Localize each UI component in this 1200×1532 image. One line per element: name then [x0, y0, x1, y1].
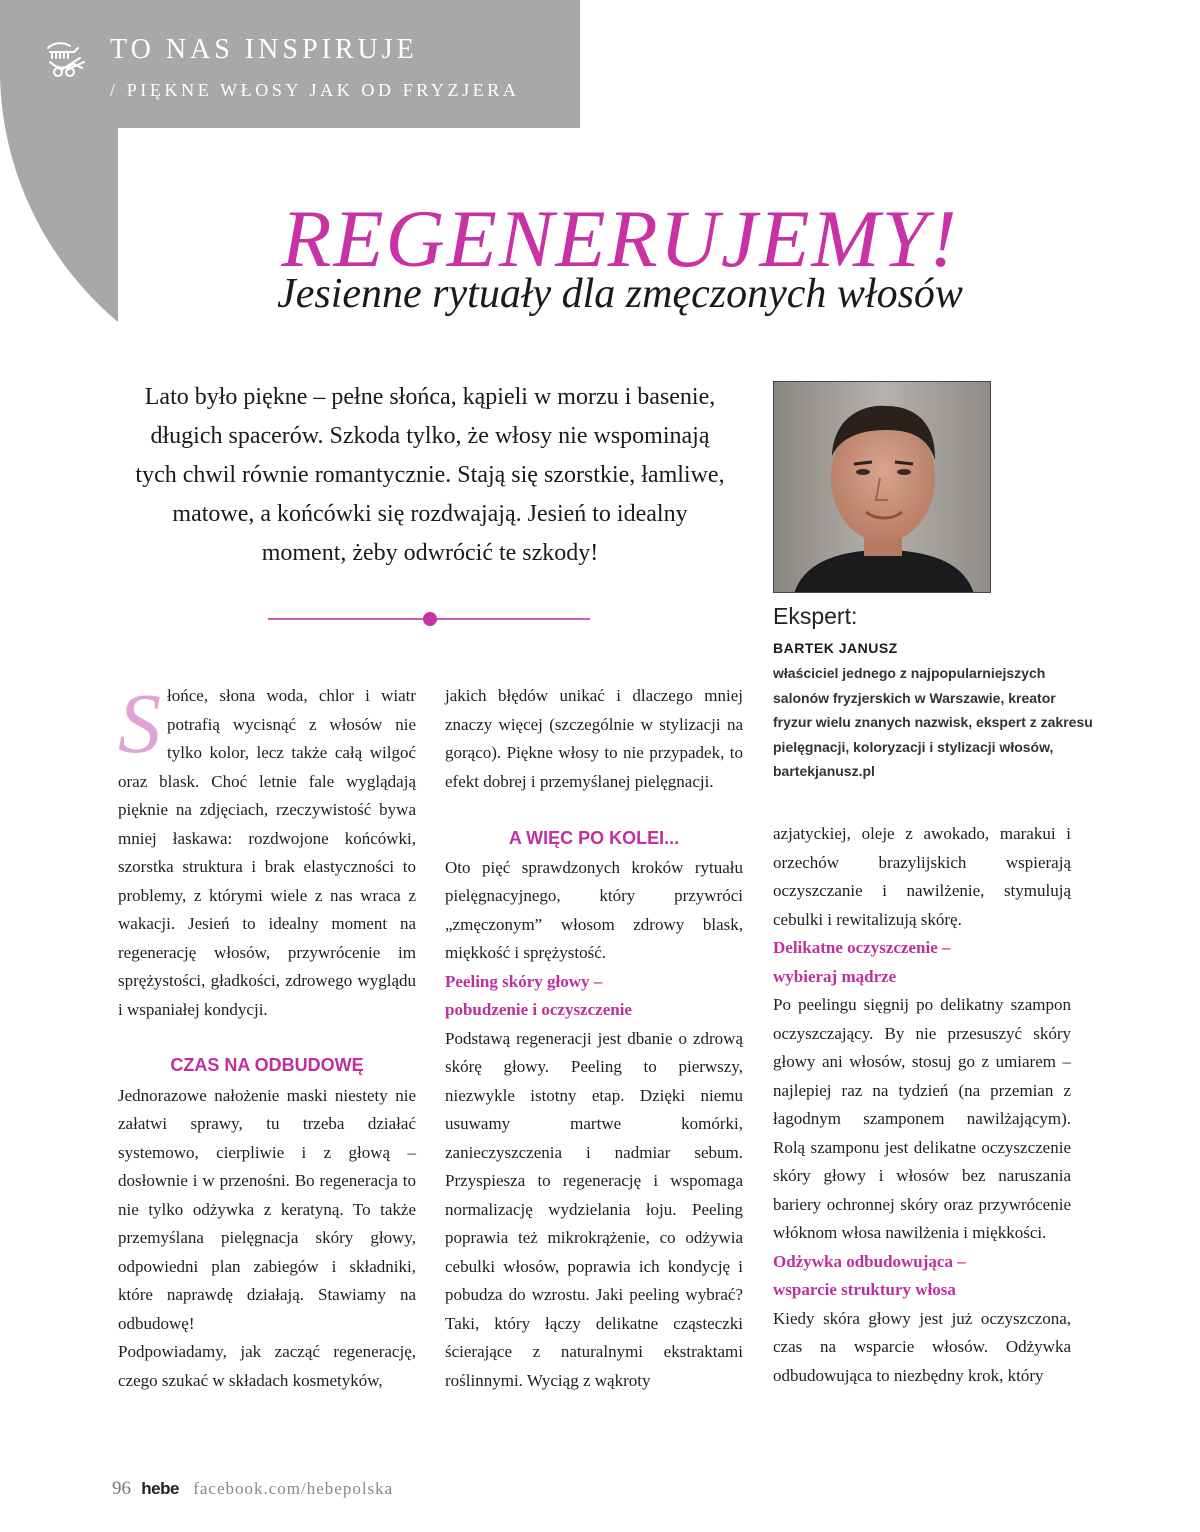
page-footer	[112, 1478, 393, 1500]
article-subheadline: Jesienne rytuały dla zmęczonych włosów	[277, 271, 963, 317]
expert-label: Ekspert:	[773, 603, 858, 629]
intro-paragraph	[118, 675, 416, 1024]
peeling-paragraph: Podstawą regeneracji jest dbanie o zdrową skórę głowy. Peeling to pierwszy, niezwykle istotny etap. Dzięki niemu usuwamy martwe komórki, zanieczyszczenia i nadmiar sebum. Przyspiesza to regenerację i wspomaga normalizację wydzielania łoju. Peeling poprawia też mikrokrążenie, co odżywia cebulki włosów, poprawia ich kondycję i pobudza do wzrostu. Jaki peeling wybrać? Taki, który łączy delikatne cząsteczki ścierające z naturalnymi ekstraktami roślinnymi. Wyciąg z wąkroty	[445, 1028, 743, 1390]
brand-logo: hebe	[141, 1479, 179, 1498]
peeling-paragraph-cont: azjatyckiej, oleje z awokado, marakui i orzechów brazylijskich wspierają oczyszczanie i nawilżenie, stymulują cebulki i rewitalizują skórę.	[773, 824, 1071, 929]
hint-paragraph: Podpowiadamy, jak zacząć regenerację, czego szukać w składach kosmetyków,	[118, 1342, 416, 1390]
subheading-conditioner-line1: Odżywka odbudowująca –	[773, 1251, 966, 1271]
heading-rebuild: CZAS NA ODBUDOWĘ	[170, 1055, 364, 1075]
hint-paragraph-cont: jakich błędów unikać i dlaczego mniej znaczy więcej (szczególnie w stylizacji na gorąco). Piękne włosy to nie przypadek, to efekt dobrej i przemyślanej pielęgnacji.	[445, 686, 743, 791]
drop-cap: S	[118, 675, 161, 771]
heading-step-by-step: A WIĘC PO KOLEI...	[508, 828, 680, 848]
subheading-cleansing-line2: wybieraj mądrze	[773, 966, 897, 986]
subheading-cleansing-line1: Delikatne oczyszczenie –	[773, 938, 951, 957]
section-subtitle: / PIĘKNE WŁOSY JAK OD FRYZJERA	[110, 80, 520, 100]
steps-intro-paragraph: Oto pięć sprawdzonych kroków rytuału pielęgnacyjnego, który przywróci „zmęczonym” włosom zdrowy blask, miękkość i sprężystość.	[445, 857, 743, 962]
article-headline: REGENERUJEMY!	[281, 193, 959, 284]
body-column-1	[118, 675, 416, 1395]
divider-dot	[423, 612, 437, 626]
facebook-link[interactable]: facebook.com/hebepolska	[193, 1479, 394, 1498]
subheading-peeling-line2: pobudzenie i oczyszczenie	[445, 1000, 632, 1019]
rebuild-paragraph: Jednorazowe nałożenie maski niestety nie załatwi sprawy, tu trzeba działać systemowo, cierpliwie i z głową – dosłownie i w przenośni. Bo regeneracja to nie tylko odżywka z keratyną. To także przemyślana pielęgnacja skóry głowy, odpowiedni plan zabiegów i składniki, które naprawdę działają. Stawiamy na odbudowę!	[118, 1085, 416, 1333]
body-column-2	[445, 682, 743, 1395]
section-title: TO NAS INSPIRUJE	[110, 34, 418, 65]
hair-tools-icon	[44, 40, 88, 80]
expert-description: właściciel jednego z najpopularniejszych salonów fryzjerskich w Warszawie, kreator fryzur wielu znanych nazwisk, ekspert z zakresu pielęgnacji, koloryzacji i stylizacji włosów, bartekjanusz.pl	[773, 665, 1093, 779]
expert-portrait	[773, 381, 991, 593]
subheading-conditioner-line2: wsparcie struktury włosa	[773, 1280, 956, 1299]
body-column-3	[773, 820, 1071, 1390]
article-lead: Lato było piękne – pełne słońca, kąpieli w morzu i basenie, długich spacerów. Szkoda tylko, że włosy nie wspominają tych chwil równie romantycznie. Stają się szorstkie, łamliwe, matowe, a końcówki się rozdwajają. Jesień to idealny moment, żeby odwrócić te szkody!	[135, 384, 725, 566]
expert-name: BARTEK JANUSZ	[773, 640, 898, 656]
conditioner-paragraph: Kiedy skóra głowy jest już oczyszczona, czas na wsparcie włosów. Odżywka odbudowująca to niezbędny krok, który	[773, 1308, 1071, 1385]
ornament-divider	[268, 612, 590, 626]
subheading-peeling-line1: Peeling skóry głowy –	[445, 971, 603, 991]
cleansing-paragraph: Po peelingu sięgnij po delikatny szampon oczyszczający. By nie przesuszyć skóry głowy ani włosów, stosuj go z umiarem – najlepiej raz na tydzień (na przemian z łagodnym szamponem nawilżającym). Rolą szamponu jest delikatne oczyszczenie skóry głowy i włosów bez naruszania bariery ochronnej skóry oraz przywrócenie włóknom włosa nawilżenia i miękkości.	[773, 995, 1071, 1242]
intro-text: łońce, słona woda, chlor i wiatr potrafią wycisnąć z włosów nie tylko kolor, lecz także całą wilgoć oraz blask. Choć letnie fale wyglądają pięknie na zdjęciach, rzeczywistość bywa mniej łaskawa: rozdwojone końcówki, szorstka struktura i brak elastyczności to problemy, z którymi wiele z nas wraca z wakacji. Jesień to idealny moment na regenerację włosów, przywrócenie im sprężystości, gładkości, zdrowego wyglądu i wspaniałej kondycji.	[118, 686, 416, 1019]
page-number: 96	[112, 1478, 131, 1499]
